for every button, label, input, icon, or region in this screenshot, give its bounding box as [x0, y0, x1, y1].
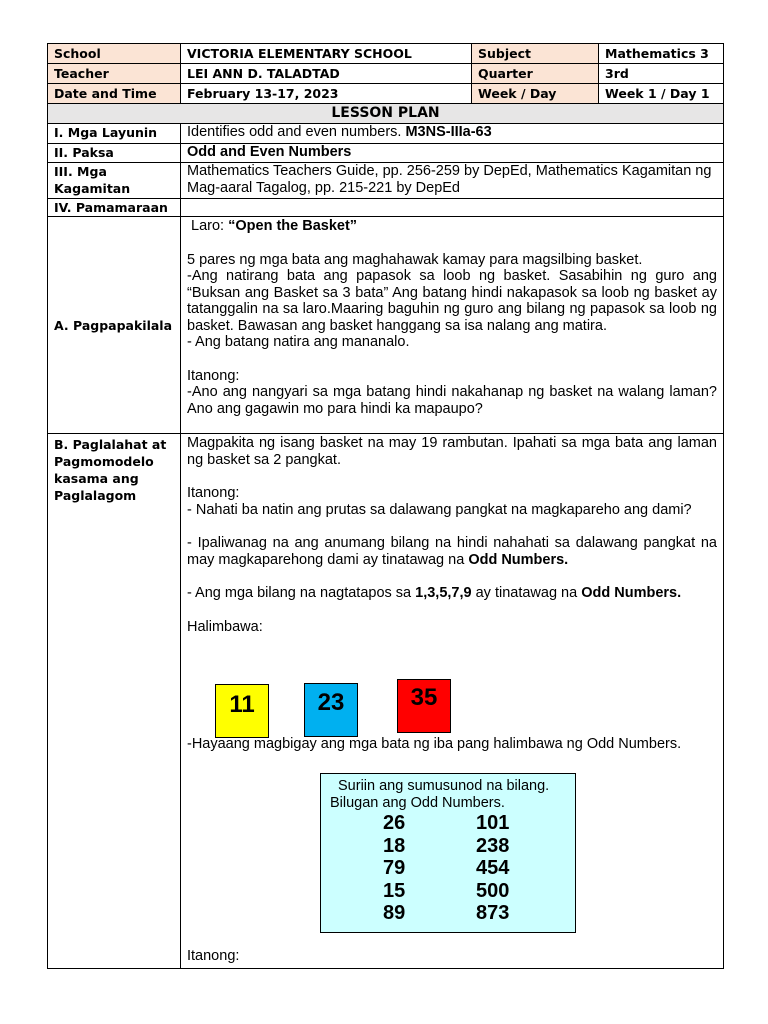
exercise-number: 18 — [383, 834, 406, 857]
section-b-p2-text: - Ipaliwanag na ang anumang bilang na hindi nahahati sa dalawang pangkat na may magkaparehong dami ay tinatawag na — [187, 535, 717, 568]
date-label: Date and Time — [48, 84, 181, 104]
exercise-number: 238 — [476, 834, 510, 857]
section-b-p3-digits: 1,3,5,7,9 — [415, 585, 472, 601]
section-a-q1: -Ano ang nangyari sa mga batang hindi nakahanap ng basket na walang laman? Ano ang gagawin mo para hindi ka mapaupo? — [187, 384, 717, 417]
pagpapakilala-content — [181, 217, 724, 434]
section-b-p3-mid: ay tinatawag na — [471, 585, 578, 601]
pamamaraan-cell — [181, 199, 724, 217]
school-value: VICTORIA ELEMENTARY SCHOOL — [181, 44, 472, 64]
example-box-35 — [397, 679, 451, 733]
laro-prefix: Laro: — [191, 218, 225, 234]
section-b-p2 — [187, 535, 717, 568]
section-b-p4: -Hayaang magbigay ang mga bata ng iba pang halimbawa ng Odd Numbers. — [187, 736, 682, 752]
section-b-p3 — [187, 585, 717, 602]
teacher-label: Teacher — [48, 64, 181, 84]
section-a-p1: 5 pares ng mga bata ang maghahawak kamay para magsilbing basket. — [187, 251, 643, 268]
layunin-text: Identifies odd and even numbers. — [187, 124, 402, 140]
paksa-cell — [181, 144, 724, 163]
quarter-value: 3rd — [599, 64, 724, 84]
exercise-number: 26 — [383, 812, 406, 834]
header-table — [47, 43, 724, 124]
teacher-value: LEI ANN D. TALADTAD — [181, 64, 472, 84]
exercise-line2: Bilugan ang Odd Numbers. — [330, 794, 505, 811]
section-b-itanong: Itanong: — [187, 485, 240, 501]
paksa-label: II. Paksa — [48, 144, 181, 163]
week-label: Week / Day — [472, 84, 599, 104]
laro-title: “Open the Basket” — [228, 218, 358, 234]
section-b-itanong2: Itanong: — [187, 948, 240, 964]
exercise-box — [320, 773, 576, 933]
example-box-11 — [215, 684, 269, 738]
exercise-col1 — [383, 812, 405, 925]
exercise-number: 15 — [383, 879, 406, 902]
lesson-plan-document — [47, 43, 723, 969]
exercise-number: 89 — [383, 902, 406, 924]
quarter-label: Quarter — [472, 64, 599, 84]
date-value: February 13-17, 2023 — [181, 84, 472, 104]
paksa-text: Odd and Even Numbers — [187, 144, 352, 160]
example-value-23: 23 — [317, 689, 345, 716]
section-b-p2-bold: Odd Numbers. — [468, 551, 569, 568]
kagamitan-label: III. Mga Kagamitan — [48, 163, 181, 199]
layunin-label: I. Mga Layunin — [48, 124, 181, 144]
school-label: School — [48, 44, 181, 64]
pamamaraan-label: IV. Pamamaraan — [48, 199, 181, 217]
paglalahat-content — [181, 434, 724, 969]
layunin-cell — [181, 124, 724, 144]
laro-line — [187, 217, 717, 235]
example-value-35: 35 — [410, 684, 438, 711]
exercise-number: 101 — [476, 812, 510, 834]
subject-label: Subject — [472, 44, 599, 64]
example-value-11: 11 — [229, 691, 255, 718]
exercise-number: 79 — [383, 857, 406, 879]
section-a-p3: - Ang batang natira ang mananalo. — [187, 334, 410, 350]
section-b-p1: Magpakita ng isang basket na may 19 rambutan. Ipahati sa mga bata ang laman ng basket sa 2 pangkat. — [187, 435, 717, 468]
section-b-halimbawa: Halimbawa: — [187, 618, 263, 635]
lesson-table — [47, 123, 724, 969]
pagpapakilala-label: A. Pagpapakilala — [48, 217, 181, 434]
subject-value: Mathematics 3 — [599, 44, 724, 64]
exercise-number: 454 — [476, 857, 510, 879]
exercise-line1: Suriin ang sumusunod na bilang. — [338, 778, 550, 794]
section-b-q1: - Nahati ba natin ang prutas sa dalawang pangkat na magkapareho ang dami? — [187, 501, 692, 518]
section-a-p2: -Ang natirang bata ang papasok sa loob ng basket. Sasabihin ng guro ang “Buksan ang Basket sa 3 bata” Ang batang hindi nakapasok sa loob ng basket ay tatanggalin na sa laro.Maaring baguhin ng guro ang bilang ng papasok sa loob ng basket. Bawasan ang basket hanggang sa isa nalang ang matira. — [187, 268, 717, 334]
exercise-number: 873 — [476, 902, 510, 924]
lesson-plan-title: LESSON PLAN — [48, 104, 724, 124]
exercise-col2 — [476, 812, 509, 925]
kagamitan-text: Mathematics Teachers Guide, pp. 256-259 by DepEd, Mathematics Kagamitan ng Mag-aaral Tagalog, pp. 215-221 by DepEd — [181, 163, 724, 199]
exercise-number: 500 — [476, 879, 510, 902]
example-box-23 — [304, 683, 358, 737]
layunin-code: M3NS-IIIa-63 — [405, 124, 492, 140]
section-b-p3-text: - Ang mga bilang na nagtatapos sa — [187, 585, 412, 601]
section-b-p3-bold: Odd Numbers. — [581, 585, 682, 601]
week-value: Week 1 / Day 1 — [599, 84, 724, 104]
paglalahat-label: B. Paglalahat at Pagmomodelo kasama ang Paglalagom — [48, 434, 181, 969]
section-a-itanong: Itanong: — [187, 367, 240, 384]
